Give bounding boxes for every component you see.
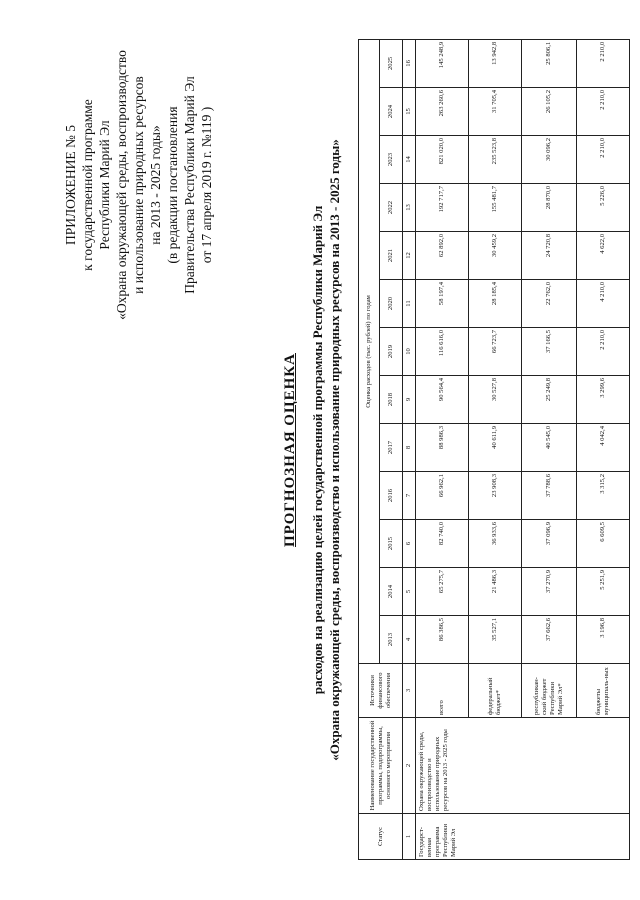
value-cell: 30 527,8 [469, 376, 522, 424]
column-index: 7 [403, 472, 416, 520]
header-year: 2013 [380, 616, 403, 664]
column-index: 4 [403, 616, 416, 664]
value-cell: 4 622,0 [577, 232, 630, 280]
appendix-line: (в редакции постановления [165, 106, 180, 264]
value-cell: 25 806,1 [522, 39, 577, 87]
value-cell: 263 260,6 [416, 88, 469, 136]
title-block [282, 40, 343, 860]
value-cell: 37 662,6 [522, 616, 577, 664]
value-cell: 40 545,0 [522, 424, 577, 472]
value-cell: 4 210,0 [577, 280, 630, 328]
value-cell: 37 166,5 [522, 328, 577, 376]
value-cell: 30 096,2 [522, 136, 577, 184]
value-cell: 82 740,0 [416, 520, 469, 568]
header-year: 2019 [380, 328, 403, 376]
header-year: 2023 [380, 136, 403, 184]
column-index: 2 [403, 718, 416, 814]
header-name: Наименование государственной программы, подпрограммы, основного мероприятия [359, 718, 403, 814]
value-cell: 3 299,6 [577, 376, 630, 424]
column-index: 12 [403, 232, 416, 280]
value-cell: 90 564,4 [416, 376, 469, 424]
value-cell: 2 210,0 [577, 88, 630, 136]
value-cell: 62 892,0 [416, 232, 469, 280]
appendix-line: ПРИЛОЖЕНИЕ № 5 [63, 124, 78, 246]
header-year: 2021 [380, 232, 403, 280]
status-cell: Государст-венная программа Республики Марий Эл [416, 814, 630, 860]
value-cell: 37 096,9 [522, 520, 577, 568]
source-cell: республикан-ский бюджет Республики Марий Эл* [522, 664, 577, 718]
value-cell: 37 788,6 [522, 472, 577, 520]
header-year: 2018 [380, 376, 403, 424]
value-cell: 28 870,0 [522, 184, 577, 232]
program-name-cell: Охрана окружающей среды, воспроизводство и использование природных ресурсов на 2013 - 2025 годы [416, 718, 630, 814]
value-cell: 145 248,9 [416, 39, 469, 87]
value-cell: 6 609,5 [577, 520, 630, 568]
value-cell: 3 196,8 [577, 616, 630, 664]
value-cell: 65 275,7 [416, 568, 469, 616]
value-cell: 28 185,4 [469, 280, 522, 328]
header-year: 2015 [380, 520, 403, 568]
value-cell: 40 611,9 [469, 424, 522, 472]
value-cell: 155 481,7 [469, 184, 522, 232]
value-cell: 13 942,8 [469, 39, 522, 87]
value-cell: 5 251,9 [577, 568, 630, 616]
value-cell: 192 717,7 [416, 184, 469, 232]
value-cell: 30 459,2 [469, 232, 522, 280]
value-cell: 23 908,3 [469, 472, 522, 520]
value-cell: 22 762,0 [522, 280, 577, 328]
value-cell: 4 042,4 [577, 424, 630, 472]
appendix-line: от 17 апреля 2019 г. №119 ) [199, 106, 214, 264]
column-index: 15 [403, 88, 416, 136]
appendix-line: на 2013 - 2025 годы» [148, 125, 163, 245]
value-cell: 86 386,5 [416, 616, 469, 664]
value-cell: 35 527,1 [469, 616, 522, 664]
appendix-line: и использование природных ресурсов [131, 76, 146, 294]
value-cell: 3 315,2 [577, 472, 630, 520]
value-cell: 5 226,0 [577, 184, 630, 232]
value-cell: 31 705,4 [469, 88, 522, 136]
value-cell: 26 105,2 [522, 88, 577, 136]
header-year: 2020 [380, 280, 403, 328]
appendix-line: к государственной программе [80, 99, 95, 271]
value-cell: 2 210,0 [577, 136, 630, 184]
column-index: 1 [403, 814, 416, 860]
source-cell: федеральный бюджет* [469, 664, 522, 718]
column-index: 9 [403, 376, 416, 424]
source-cell: бюджеты муниципаль-ных [577, 664, 630, 718]
header-source: Источники финансового обеспечения [359, 664, 403, 718]
column-index: 14 [403, 136, 416, 184]
appendix-line: Правительства Республики Марий Эл [182, 76, 197, 294]
appendix-line: Республики Марий Эл [97, 120, 112, 250]
header-year: 2017 [380, 424, 403, 472]
column-index: 8 [403, 424, 416, 472]
table-row [416, 39, 469, 859]
column-index: 16 [403, 39, 416, 87]
header-estimate: Оценка расходов (тыс. рублей) по годам [359, 39, 380, 663]
value-cell: 2 210,0 [577, 39, 630, 87]
value-cell: 37 270,9 [522, 568, 577, 616]
program-name: «Охрана окружающей среды, воспроизводство и использование природных ресурсов на 2013 - 2025 годы» [327, 139, 342, 761]
column-index: 3 [403, 664, 416, 718]
header-year: 2016 [380, 472, 403, 520]
header-year: 2025 [380, 39, 403, 87]
value-cell: 58 197,4 [416, 280, 469, 328]
value-cell: 821 020,0 [416, 136, 469, 184]
header-year: 2022 [380, 184, 403, 232]
column-index: 11 [403, 280, 416, 328]
header-year: 2014 [380, 568, 403, 616]
document-title: ПРОГНОЗНАЯ ОЦЕНКА [282, 353, 298, 548]
value-cell: 116 616,0 [416, 328, 469, 376]
header-status: Статус [359, 814, 403, 860]
column-index: 10 [403, 328, 416, 376]
value-cell: 21 486,3 [469, 568, 522, 616]
value-cell: 66 962,1 [416, 472, 469, 520]
value-cell: 24 720,8 [522, 232, 577, 280]
forecast-table [358, 39, 630, 860]
document-subtitle: расходов на реализацию целей государственной программы Республики Марий Эл [310, 205, 325, 695]
source-cell: всего [416, 664, 469, 718]
appendix-line: «Охрана окружающей среды, воспроизводство [114, 50, 129, 320]
appendix-block [62, 35, 215, 335]
value-cell: 25 249,8 [522, 376, 577, 424]
column-index: 13 [403, 184, 416, 232]
value-cell: 36 933,6 [469, 520, 522, 568]
header-year: 2024 [380, 88, 403, 136]
value-cell: 235 523,8 [469, 136, 522, 184]
value-cell: 66 723,7 [469, 328, 522, 376]
value-cell: 88 986,3 [416, 424, 469, 472]
column-index: 5 [403, 568, 416, 616]
column-index: 6 [403, 520, 416, 568]
value-cell: 2 210,0 [577, 328, 630, 376]
